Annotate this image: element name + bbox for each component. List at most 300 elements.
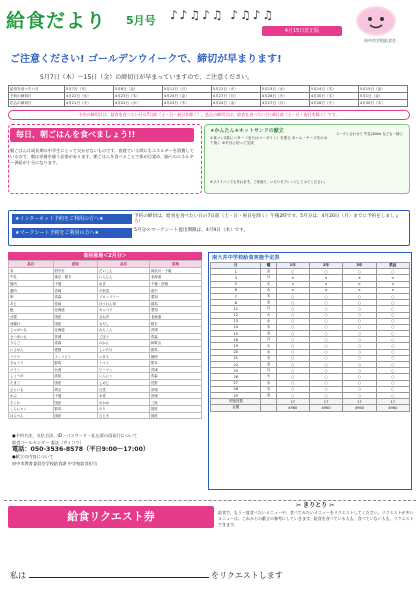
contact-line-2: 給食コールセンター 委託（サイコウ） [12, 440, 84, 445]
schedule-cell: ○ [309, 269, 342, 275]
deadline-cell: 4月24日（金） [162, 93, 211, 100]
food-row [9, 320, 202, 327]
food-cell: 宮崎 [53, 287, 98, 294]
schedule-cell: ○ [376, 392, 409, 398]
golden-week-subbanner: 5月7日（木）～15日（金）の締切日が早まっていますので、ご注意ください。 [40, 74, 254, 81]
schedule-cell: 12 [211, 312, 261, 318]
schedule-footer-cell: 金額 [211, 405, 261, 411]
recipe-side-note: スープと合わせて 牛乳200ml なども一緒に [336, 132, 403, 136]
schedule-cell: ○ [376, 380, 409, 386]
schedule-cell: ○ [276, 324, 309, 330]
food-cell: きゅうり [9, 359, 54, 366]
food-row [9, 373, 202, 380]
deadline-cell: 4月28日（火） [309, 100, 358, 107]
request-prefix: 私は [10, 571, 26, 580]
schedule-cell: × [276, 275, 309, 281]
schedule-cell: 金 [261, 392, 276, 398]
food-cell: 水菜 [98, 392, 150, 399]
deadline-cell: 予約の締切日 [9, 93, 65, 100]
deadline-cell: 5月15日（金） [358, 86, 407, 93]
schedule-cell: × [309, 287, 342, 293]
schedule-cell: ○ [376, 312, 409, 318]
schedule-cell: ○ [343, 368, 376, 374]
deadline-cell: 5月12日（火） [211, 86, 260, 93]
food-cell: 茨城 [149, 392, 201, 399]
schedule-cell: 火 [261, 343, 276, 349]
marksheet-reservation-label: ★マークシート予約をご利用の方へ★ [12, 228, 132, 238]
deadline-cell: 5月14日（木） [309, 86, 358, 93]
schedule-cell: 水 [261, 380, 276, 386]
schedule-cell: × [309, 275, 342, 281]
food-cell: 群馬 [149, 346, 201, 353]
deadline-cell: 4月22日（水） [113, 100, 162, 107]
schedule-footer-cell: 4960 [376, 405, 409, 411]
schedule-cell: ○ [376, 318, 409, 324]
food-cell: 千葉 [53, 392, 98, 399]
food-cell: 茨城 [149, 326, 201, 333]
deadline-cell: 4月30日（木） [309, 93, 358, 100]
food-cell: ちくわ [9, 399, 54, 406]
food-row [9, 326, 202, 333]
schedule-cell: ○ [343, 318, 376, 324]
schedule-cell: × [276, 287, 309, 293]
schedule-cell: ○ [309, 386, 342, 392]
schedule-cell: ○ [309, 312, 342, 318]
food-row [9, 379, 202, 386]
schedule-cell: ○ [343, 331, 376, 337]
schedule-cell: 火 [261, 312, 276, 318]
food-cell: 北海道 [53, 307, 98, 314]
food-cell: 府中 [149, 287, 201, 294]
schedule-cell: × [376, 287, 409, 293]
deadline-row [9, 86, 408, 93]
schedule-cell: 18 [211, 337, 261, 343]
schedule-cell: 水 [261, 349, 276, 355]
schedule-cell: 6 [211, 287, 261, 293]
food-cell: 玉ねぎ [98, 313, 150, 320]
schedule-cell: 25 [211, 368, 261, 374]
schedule-cell: ○ [309, 392, 342, 398]
schedule-cell: ○ [276, 306, 309, 312]
food-cell: レタス [98, 353, 150, 360]
food-cell: あじ [9, 300, 54, 307]
schedule-cell: 火 [261, 374, 276, 380]
food-row [9, 274, 202, 281]
food-cell: 牛乳 [9, 274, 54, 281]
schedule-cell: ○ [376, 374, 409, 380]
schedule-cell: 14 [211, 324, 261, 330]
food-cell: しめじ [98, 379, 150, 386]
schedule-cell: 木 [261, 386, 276, 392]
schedule-cell: × [376, 281, 409, 287]
food-header-cell: 産地 [53, 261, 98, 268]
food-row [9, 280, 202, 287]
schedule-cell: ○ [376, 306, 409, 312]
internet-reservation-text: 予約の締切は、給食を食べたい日の7日前（土・日・祝日を除く）午後2時です。5月分は、4月20日（月）までに予約をしましょう！ [134, 214, 400, 225]
food-cell: 北海道 [149, 274, 201, 281]
food-row [9, 392, 202, 399]
food-cell: こんにゃく [9, 406, 54, 413]
food-cell: 和歌山 [149, 340, 201, 347]
schedule-cell: 19 [211, 343, 261, 349]
food-row [9, 399, 202, 406]
food-cell: 米 [9, 267, 54, 274]
schedule-cell: × [309, 281, 342, 287]
schedule-cell: ○ [343, 300, 376, 306]
schedule-cell: ○ [309, 380, 342, 386]
food-cell: だいこん [98, 267, 150, 274]
deadline-cell: 5月13日（水） [260, 86, 309, 93]
deadline-cell: 4月23日（木） [162, 100, 211, 107]
schedule-header-cell: 2年 [309, 263, 342, 269]
food-cell: 神奈川・千葉 [149, 267, 201, 274]
schedule-cell: ○ [276, 374, 309, 380]
food-cell: 鶏肉 [9, 287, 54, 294]
food-row [9, 359, 202, 366]
schedule-cell: 26 [211, 374, 261, 380]
contact-line-1: ●予約方法、支払方法、ID・パスワード・払込票の再発行について [12, 433, 138, 438]
food-cell: 愛知 [149, 293, 201, 300]
schedule-cell: ○ [376, 386, 409, 392]
deadline-cell: 4月27日（月） [260, 100, 309, 107]
food-cell: 長野 [149, 379, 201, 386]
deadline-cell: 給食を食べたい日 [9, 86, 65, 93]
food-row [9, 307, 202, 314]
schedule-cell: ○ [309, 300, 342, 306]
schedule-header-cell: 曜 [261, 263, 276, 269]
schedule-cell: ○ [376, 324, 409, 330]
schedule-cell: ○ [309, 306, 342, 312]
schedule-cell: ○ [276, 343, 309, 349]
request-ticket-title: 給食リクエスト券 [8, 506, 214, 528]
recipe-note: ※フライパンでも作れます。ご家庭で、いろいろアレンジしてみてください。 [210, 180, 328, 184]
schedule-cell: ○ [309, 355, 342, 361]
schedule-cell: ○ [376, 293, 409, 299]
schedule-footer-cell: 4960 [343, 405, 376, 411]
schedule-cell: × [343, 281, 376, 287]
request-suffix: をリクエストします [211, 571, 283, 580]
schedule-cell: 水 [261, 318, 276, 324]
food-origin-heading: 食材産地＜2月分＞ [8, 252, 202, 260]
schedule-footer-cell: 17 [343, 399, 376, 405]
schedule-cell: ○ [343, 355, 376, 361]
schedule-cell: ○ [376, 343, 409, 349]
schedule-cell: 15 [211, 331, 261, 337]
food-cell: 豆腐 [9, 313, 54, 320]
schedule-cell: ○ [343, 312, 376, 318]
schedule-cell: ○ [376, 300, 409, 306]
schedule-cell: ○ [309, 318, 342, 324]
food-cell: 卵 [9, 293, 54, 300]
food-cell: キャベツ [98, 307, 150, 314]
schedule-cell: ○ [376, 362, 409, 368]
schedule-cell: ○ [276, 368, 309, 374]
food-cell: のり [98, 406, 150, 413]
schedule-cell: ○ [343, 269, 376, 275]
schedule-cell: 木 [261, 324, 276, 330]
food-cell: パイン [9, 366, 54, 373]
food-cell: 東京・栃木 [53, 274, 98, 281]
food-cell: みかん [98, 340, 150, 347]
schedule-cell: ○ [309, 368, 342, 374]
food-cell: 国産 [149, 406, 201, 413]
food-header-cell: 品目 [98, 261, 150, 268]
schedule-cell: 20 [211, 349, 261, 355]
schedule-cell: 火 [261, 281, 276, 287]
food-cell: ピーマン [98, 366, 150, 373]
schedule-footer-cell [261, 405, 276, 411]
food-cell: 青森 [149, 333, 201, 340]
food-cell: 豚肉 [9, 280, 54, 287]
food-cell: 高知 [53, 373, 98, 380]
food-cell: 台湾 [53, 366, 98, 373]
food-row [9, 406, 202, 413]
food-cell: 静岡 [149, 353, 201, 360]
food-cell: 国産 [149, 412, 201, 419]
food-cell: もやし [98, 320, 150, 327]
schedule-cell: ○ [276, 386, 309, 392]
schedule-cell: ○ [276, 380, 309, 386]
schedule-cell: 木 [261, 355, 276, 361]
schedule-cell: 21 [211, 355, 261, 361]
schedule-cell: 8 [211, 300, 261, 306]
schedule-cell: ○ [309, 343, 342, 349]
schedule-footer-cell: 17 [376, 399, 409, 405]
schedule-cell: × [376, 275, 409, 281]
schedule-cell: ○ [276, 293, 309, 299]
schedule-cell: ○ [276, 318, 309, 324]
schedule-cell: ○ [376, 269, 409, 275]
deadline-cell: 5月8日（金） [113, 86, 162, 93]
schedule-cell: 月 [261, 337, 276, 343]
deadline-row [9, 100, 408, 107]
food-cell: 栃木 [149, 320, 201, 327]
food-cell: にんにく [98, 373, 150, 380]
schedule-header-cell: 3年 [343, 263, 376, 269]
schedule-cell: ○ [276, 312, 309, 318]
recipe-title: ★かんたん★ホットサンドの献立 [210, 128, 284, 134]
food-cell: たまご [9, 379, 54, 386]
contact-line-3: ●献立の内容について [12, 454, 54, 459]
food-cell: 青森 [53, 340, 98, 347]
food-cell: しょうが [9, 373, 54, 380]
request-blank[interactable] [29, 577, 209, 578]
food-cell: ひじき [98, 412, 150, 419]
food-row [9, 333, 202, 340]
food-cell: 三陸 [149, 399, 201, 406]
food-cell: ごぼう [98, 333, 150, 340]
food-cell: 埼玉 [53, 386, 98, 393]
schedule-cell: 22 [211, 362, 261, 368]
food-cell: 国産 [53, 313, 98, 320]
food-cell: はんぺん [9, 412, 54, 419]
newsletter-title: 給食だより [6, 10, 107, 32]
food-cell: にんじん [98, 274, 150, 281]
food-cell: しいたけ [98, 346, 150, 353]
schedule-cell: ○ [343, 380, 376, 386]
schedule-cell: 4 [211, 275, 261, 281]
schedule-cell: 27 [211, 380, 261, 386]
food-row [9, 386, 202, 393]
food-cell: 国産 [53, 412, 98, 419]
food-cell: 長崎 [53, 300, 98, 307]
deadline-cell: 払込の締切日 [9, 100, 65, 107]
recipe-body: ①食パン2枚にバター（またはマーガリン）を塗る ②ハム・チーズをのせて焼く ③半分に切って完成 [210, 136, 328, 145]
food-cell: ブロッコリー [98, 293, 150, 300]
schedule-cell: ○ [309, 374, 342, 380]
food-row [9, 300, 202, 307]
schedule-cell: 1 [211, 269, 261, 275]
food-cell: 茨城 [149, 386, 201, 393]
food-cell: わかめ [98, 399, 150, 406]
food-cell: 北海道 [53, 326, 98, 333]
internet-reservation-label: ★インターネット予約をご利用の方へ★ [12, 214, 132, 224]
schedule-cell: 月 [261, 368, 276, 374]
schedule-cell: ○ [343, 306, 376, 312]
schedule-cell: ○ [343, 392, 376, 398]
schedule-cell: × [343, 275, 376, 281]
schedule-cell: ○ [276, 392, 309, 398]
deadline-rule: 予約の締切日は、給食を食べたい日の7日前（土・日・祝日を除く）。払込の締切日は、給食を食べたい日の8日前（土・日・祝日を除く）です。 [8, 110, 410, 120]
food-cell: じゃがいも [9, 326, 54, 333]
food-cell: 北海道 [149, 313, 201, 320]
schedule-cell: ○ [376, 368, 409, 374]
food-row [9, 340, 202, 347]
deadline-cell: 4月22日（水） [64, 93, 113, 100]
food-origin-table [8, 260, 202, 419]
cut-line [4, 500, 416, 501]
schedule-cell: 5 [211, 281, 261, 287]
contact-phone: 電話：050-3536-8578（平日9:00～17:00） [12, 446, 150, 453]
food-cell: れんこん [98, 326, 150, 333]
schedule-footer-cell: 4960 [276, 405, 309, 411]
schedule-cell: ○ [343, 374, 376, 380]
food-cell: さつまいも [9, 333, 54, 340]
cut-here-label: ✂ きりとり ✂ [296, 502, 335, 509]
food-row [9, 366, 202, 373]
deadline-cell: 5月7日（木） [64, 86, 113, 93]
schedule-cell: ○ [276, 300, 309, 306]
food-cell: 青森 [149, 373, 201, 380]
schedule-footer-cell: 実施回数 [211, 399, 261, 405]
food-row [9, 267, 202, 274]
deadline-cell: 4月28日（火） [260, 93, 309, 100]
schedule-cell: 木 [261, 293, 276, 299]
schedule-cell: ○ [309, 362, 342, 368]
food-row [9, 293, 202, 300]
deadline-cell: 4月30日（木） [358, 100, 407, 107]
logo-caption: 府中市学校給食会 [364, 38, 396, 43]
schedule-footer-cell: 17 [276, 399, 309, 405]
food-cell: 茨城 [149, 366, 201, 373]
schedule-cell: ○ [376, 349, 409, 355]
schedule-cell: ○ [376, 331, 409, 337]
food-cell: いよかん [9, 346, 54, 353]
schedule-cell: ○ [276, 362, 309, 368]
deadline-cell: 4月23日（木） [113, 93, 162, 100]
deadline-cell: 4月21日（火） [64, 100, 113, 107]
schedule-title: 南大井中学校給食実施予定表 [212, 255, 280, 261]
schedule-cell: 月 [261, 275, 276, 281]
food-cell: 青森 [53, 293, 98, 300]
golden-week-banner: ご注意ください! ゴールデンウイークで、締切が早まります! [10, 54, 282, 65]
deadline-cell: 4月24日（金） [211, 100, 260, 107]
food-row [9, 346, 202, 353]
schedule-cell: 金 [261, 269, 276, 275]
food-cell: 群馬 [53, 406, 98, 413]
schedule-cell: ○ [276, 355, 309, 361]
food-cell: バナナ [9, 353, 54, 360]
schedule-cell: ○ [343, 386, 376, 392]
schedule-cell: × [343, 287, 376, 293]
schedule-cell: 金 [261, 362, 276, 368]
schedule-footer-cell: 4960 [309, 405, 342, 411]
food-cell: 群馬 [149, 300, 201, 307]
schedule-cell: 水 [261, 287, 276, 293]
schedule-header-cell: 1年 [276, 263, 309, 269]
food-cell: 国産 [53, 379, 98, 386]
food-cell: ねぎ [98, 280, 150, 287]
request-instructions: 給食で、もう一度食べたいメニューや、食べてみたいメニューをリクエストしてください。リクエストが多いメニューは、これからの献立の参考にしていきます。給食を食べている人も、食べていない人も、リクエストできます。 [218, 510, 414, 527]
food-header-cell: 産地 [149, 261, 201, 268]
food-cell: かぶ [9, 392, 54, 399]
schedule-cell: 13 [211, 318, 261, 324]
schedule-cell: × [276, 281, 309, 287]
food-row [9, 353, 202, 360]
schedule-cell: ○ [343, 362, 376, 368]
schedule-footer-row [211, 405, 410, 411]
request-line [10, 570, 283, 581]
food-cell: ほうれん草 [98, 300, 150, 307]
marksheet-reservation-text: 5月分のマークシート提出期限は、4月9日（木）です。 [134, 228, 249, 233]
food-cell: 愛媛 [53, 346, 98, 353]
schedule-cell: 29 [211, 392, 261, 398]
schedule-cell: ○ [276, 349, 309, 355]
schedule-cell: ○ [309, 337, 342, 343]
food-cell: 鮭 [9, 307, 54, 314]
food-cell: 白菜 [98, 386, 150, 393]
schedule-header-cell: 日 [211, 263, 261, 269]
schedule-cell: ○ [309, 331, 342, 337]
food-row [9, 412, 202, 419]
contact-info [12, 432, 202, 467]
deadline-cell: 5月11日（月） [162, 86, 211, 93]
schedule-cell: ○ [276, 337, 309, 343]
contact-line-4: 府中市教育委員会学校給食課 中学校給食担当 [12, 461, 98, 466]
schedule-cell: ○ [343, 343, 376, 349]
food-cell: フィリピン [53, 353, 98, 360]
schedule-cell: ○ [309, 349, 342, 355]
food-cell: りんご [9, 340, 54, 347]
schedule-cell: ○ [309, 293, 342, 299]
revision-badge: 4月15日訂正版 [262, 26, 342, 36]
school-lunch-logo-icon [356, 6, 396, 36]
food-row [9, 313, 202, 320]
food-cell: 群馬 [53, 359, 98, 366]
morning-heading: 毎日、朝ごはんを食べましょう!! [10, 128, 194, 142]
food-cell: 千葉・茨城 [149, 280, 201, 287]
schedule-cell: 金 [261, 300, 276, 306]
deadline-table [8, 85, 408, 107]
schedule-cell: ○ [276, 331, 309, 337]
schedule-header-cell: 教員 [376, 263, 409, 269]
schedule-cell: ○ [343, 293, 376, 299]
schedule-cell: ○ [343, 349, 376, 355]
schedule-cell: 11 [211, 306, 261, 312]
schedule-cell: ○ [376, 337, 409, 343]
food-cell: 府中市 [53, 267, 98, 274]
food-cell: 小松菜 [98, 287, 150, 294]
